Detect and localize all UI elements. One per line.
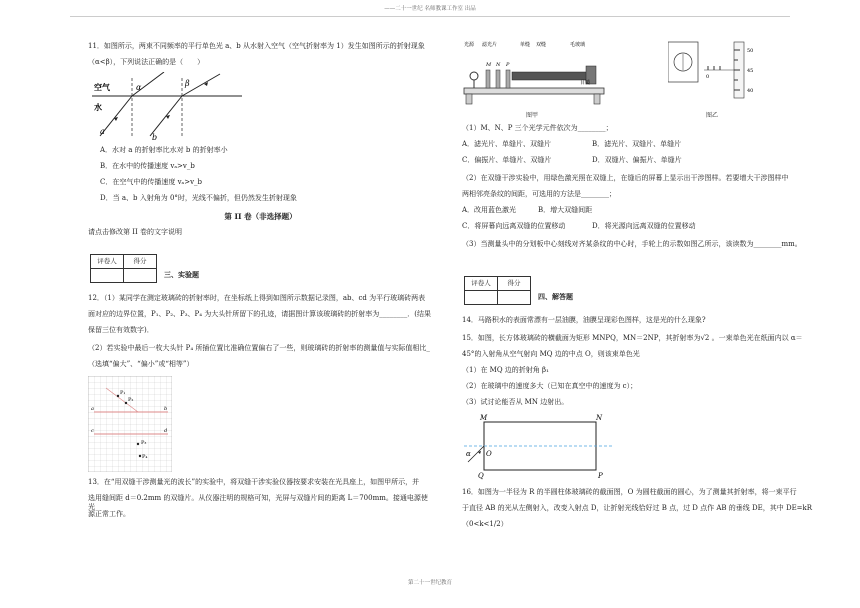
label-air: 空气 xyxy=(94,82,110,92)
micrometer-reading-figure xyxy=(668,40,764,106)
scale-50: 50 xyxy=(747,48,754,54)
q11-opt-b: B．在水中的传播速度 vₐ>v_b xyxy=(100,162,195,170)
label-n: N xyxy=(496,62,501,68)
double-slit-apparatus-figure xyxy=(462,38,612,110)
q13-opt-b: B．滤光片、双缝片、单缝片 xyxy=(592,140,682,148)
page-footer: 第二十一世纪教育 xyxy=(407,580,452,586)
q15-sub3: （3）试讨论能否从 MN 边射出。 xyxy=(462,398,569,406)
diagram-label-m: M xyxy=(480,414,488,422)
label-water: 水 xyxy=(94,102,102,112)
q13-opt-c: C．偏振片、单缝片、双缝片 xyxy=(462,156,552,164)
label-m: M xyxy=(486,62,492,68)
fig1-caption: 图甲 xyxy=(526,112,539,119)
q12-line5: （选填“偏大”、“偏小”或“相等”） xyxy=(88,360,194,368)
score-table2-grader: 评卷人 xyxy=(465,277,498,291)
q15-sub2: （2）在玻璃中的速度多大（已知在真空中的速度为 c）； xyxy=(462,382,638,390)
grid-label-p3: P₃ xyxy=(141,440,147,446)
q13-opt-a: A．滤光片、单缝片、双缝片 xyxy=(462,140,552,148)
page-header: ——二十一世纪 名师教课工作室 出品 xyxy=(384,6,476,12)
q11-line1: 11．如图所示，两束不同频率的平行单色光 a、b 从水射入空气（空气折射率为 1）发生如图所示的折射现象 xyxy=(88,42,425,50)
grid-label-b: b xyxy=(164,406,168,412)
scale-40: 40 xyxy=(747,88,754,94)
grid-label-p4: P₄ xyxy=(142,454,148,460)
q11-refraction-diagram xyxy=(92,72,242,142)
diagram-label-p: P xyxy=(598,472,603,480)
q16-line3: （0<k<1/2） xyxy=(462,520,508,528)
header-divider xyxy=(70,16,790,17)
q16-line1: 16．如图为一半径为 R 的半圆柱体玻璃砖的截面图，O 为圆柱截面的圆心，为了测量其折射率，将一束平行 xyxy=(462,488,797,496)
label-eyepiece: 目镜 xyxy=(580,80,591,86)
label-a: a xyxy=(100,127,105,136)
diagram-label-o: O xyxy=(486,450,492,458)
q15-line1: 15．如图，长方体玻璃砖的横截面为矩形 MNPQ，MN＝2NP，其折射率为√2 。一束单色光在纸面内以 α＝ xyxy=(462,334,803,342)
q12-line3: 保留三位有效数字)． xyxy=(88,326,154,334)
q12-grid-figure xyxy=(88,376,172,472)
label-b: b xyxy=(152,133,158,142)
label-filter: 滤光片 xyxy=(482,42,498,48)
part2-title: 第 II 卷（非选择题） xyxy=(224,212,297,221)
fig2-caption: 图乙 xyxy=(706,112,719,119)
score-table2-score: 得分 xyxy=(498,277,531,291)
label-single-slit: 单缝 xyxy=(520,42,531,48)
q13-part1: （1）M、N、P 三个光学元件依次为________； xyxy=(462,124,613,132)
label-light-source: 光源 xyxy=(464,42,475,48)
q13-part3: （3）当测量头中的分划板中心刻线对齐某条纹的中心时，手轮上的示数如图乙所示，该读数为________mm。 xyxy=(462,240,802,248)
q13-line3: 源正常工作。 xyxy=(88,510,130,518)
q11-opt-c: C．在空气中的传播速度 vₐ>v_b xyxy=(100,178,203,186)
part2-note: 请点击修改第 II 卷的文字说明 xyxy=(88,228,182,236)
grid-label-a: a xyxy=(91,406,94,412)
diagram-label-n: N xyxy=(596,414,603,422)
q15-sub1: （1）在 MQ 边的折射角 β₁ xyxy=(462,366,549,374)
q15-rectangle-diagram xyxy=(464,414,614,480)
q11-line2: （α<β），下列说法正确的是（ ） xyxy=(88,58,205,66)
q12-line4: （2）若实验中最后一枚大头针 P₄ 所插位置比准确位置偏右了一些，则玻璃砖的折射率的测量值与实际值相比_ xyxy=(88,344,430,352)
q14-text: 14．马路积水的表面常漂有一层油膜，油膜呈现彩色图样，这是光的什么现象? xyxy=(462,316,706,324)
q13-line1: 13．在“用双缝干涉测量光的波长”的实验中，将双缝干涉实验仪器按要求安装在光具座上，如图甲所示，并 xyxy=(88,478,420,486)
score-table-2 xyxy=(464,276,531,305)
section-4-title: 四、解答题 xyxy=(538,292,573,301)
section-3-title: 三、实验题 xyxy=(164,270,199,279)
q13-part2-line1: （2）在双缝干涉实验中，用绿色激光照在双缝上，在缝后的屏幕上显示出干涉图样。若要增大干涉图样中 xyxy=(462,174,789,182)
q15-line2: 45°的入射角从空气射向 MQ 边的中点 O，则该束单色光 xyxy=(462,350,640,358)
label-double-slit: 双缝 xyxy=(536,42,547,48)
q13-opt-d: D．双缝片、偏振片、单缝片 xyxy=(592,156,682,164)
q11-opt-a: A．水对 a 的折射率比水对 b 的折射率小 xyxy=(100,146,228,154)
label-p: P xyxy=(506,62,510,68)
label-beta: β xyxy=(185,79,190,88)
q13-part2-opt-a: A．改用蓝色激光 xyxy=(462,206,517,214)
q13-part2-opt-c: C．将屏幕向远离双缝的位置移动 xyxy=(462,222,566,230)
grid-label-d: d xyxy=(164,428,168,434)
diagram-label-alpha: α xyxy=(466,450,471,458)
label-ground-glass: 毛玻璃 xyxy=(570,42,586,48)
score-table-score: 得分 xyxy=(124,255,157,269)
scale-0: 0 xyxy=(706,74,710,80)
q12-line1: 12．（1）某同学在测定玻璃砖的折射率时，在坐标纸上得到如图所示数据记录图，ab、cd 为平行玻璃砖两表 xyxy=(88,294,426,302)
q13-part2-opt-d: D．将光源向远离双缝的位置移动 xyxy=(592,222,696,230)
grid-label-c: c xyxy=(91,428,94,434)
score-table-grader: 评卷人 xyxy=(91,255,124,269)
label-alpha: α xyxy=(136,83,142,92)
grid-label-p2: P₂ xyxy=(128,397,134,403)
q13-line2: 选用缝间距 d＝0.2mm 的双缝片。从仪器注明的规格可知，光屏与双缝片间的距离 L＝700mm。接通电源使光 xyxy=(88,494,428,512)
scale-45: 45 xyxy=(747,68,754,74)
diagram-label-q: Q xyxy=(478,472,484,480)
q13-part2-opt-b: B．增大双缝间距 xyxy=(538,206,593,214)
score-table-1 xyxy=(90,254,157,283)
q12-line2: 面对应的边界位置，P₁、P₂、P₃、P₄ 为大头针所留下的孔迹，请据图计算该玻璃砖的折射率为________．(结果 xyxy=(88,310,432,318)
q16-line2: 于直径 AB 的光从左侧射入，改变入射点 D，让折射光线恰好过 B 点，过 D 点作 AB 的垂线 DE，其中 DE=kR xyxy=(462,504,813,512)
q11-opt-d: D．当 a、b 入射角为 0°时，光线不偏折，但仍然发生折射现象 xyxy=(100,194,297,202)
q13-part2-line2: 两相邻亮条纹的间距，可选用的方法是________； xyxy=(462,190,616,198)
grid-label-p1: P₁ xyxy=(120,390,126,396)
